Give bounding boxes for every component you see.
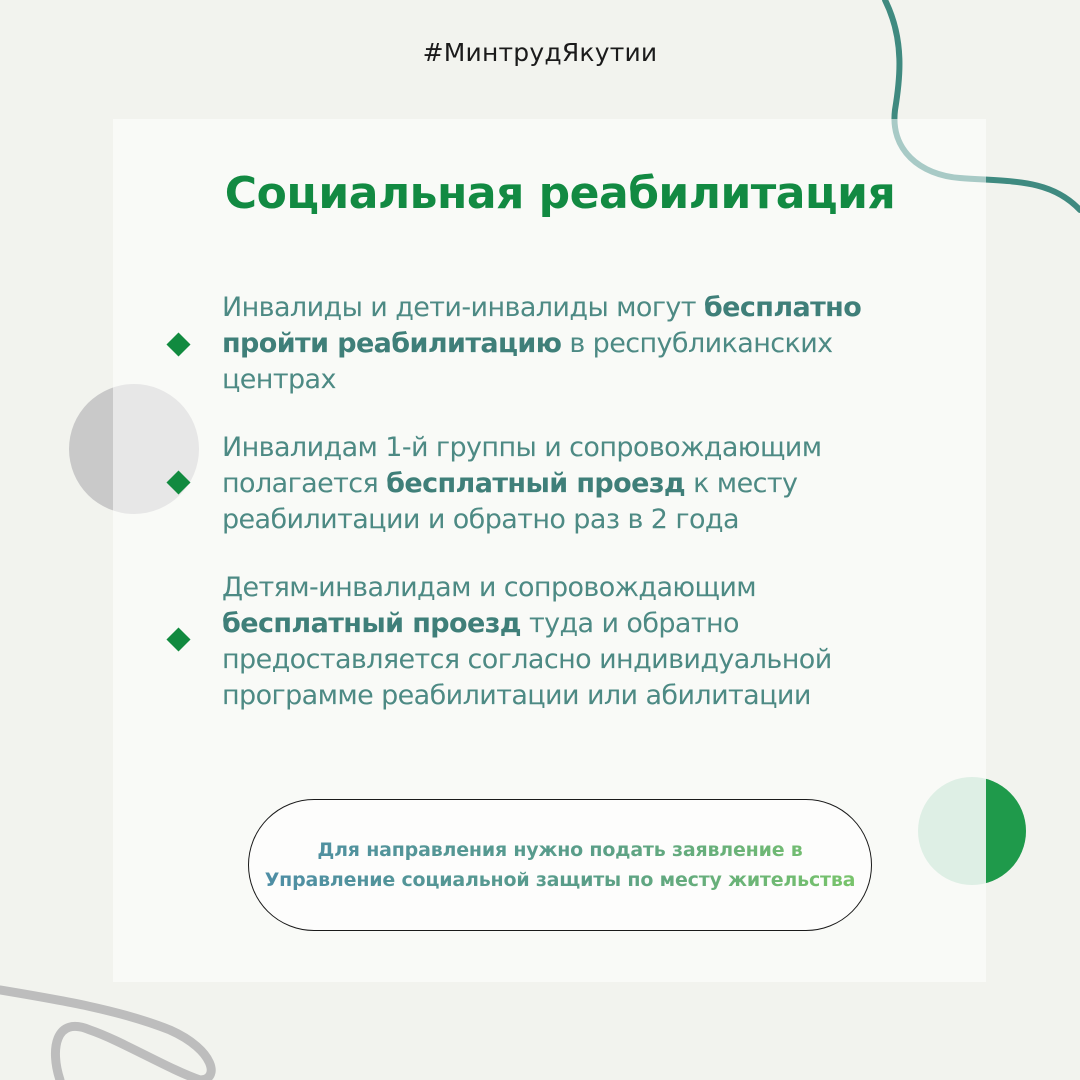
note-line-2: Управление социальной защиты по месту жительства — [264, 869, 856, 891]
application-note-text — [265, 835, 856, 895]
application-note — [248, 799, 872, 931]
item-text: Детям-инвалидам и сопровождающим — [222, 572, 757, 603]
item-text: Инвалидам 1-й группы и сопровождающим полагается — [222, 432, 822, 499]
info-item-1 — [222, 290, 902, 398]
item-highlight: бесплатный проезд — [222, 608, 521, 639]
item-text: Инвалиды и дети-инвалиды могут — [222, 292, 704, 323]
item-text: к месту реабилитации и обратно раз в 2 года — [222, 468, 798, 535]
info-item-2 — [222, 430, 902, 538]
item-text: туда и обратно предоставляется согласно индивидуальной программе реабилитации или абилитации — [222, 608, 832, 711]
hashtag: #МинтрудЯкутии — [422, 38, 658, 67]
item-text: в республиканских центрах — [222, 328, 833, 395]
info-item-3 — [222, 570, 902, 714]
page-title: Социальная реабилитация — [224, 168, 896, 219]
bottom-left-loop — [0, 990, 211, 1080]
item-highlight: бесплатный проезд — [386, 468, 686, 499]
item-highlight: бесплатно пройти реабилитацию — [222, 292, 862, 359]
note-line-1: Для направления нужно подать заявление в — [317, 839, 803, 861]
